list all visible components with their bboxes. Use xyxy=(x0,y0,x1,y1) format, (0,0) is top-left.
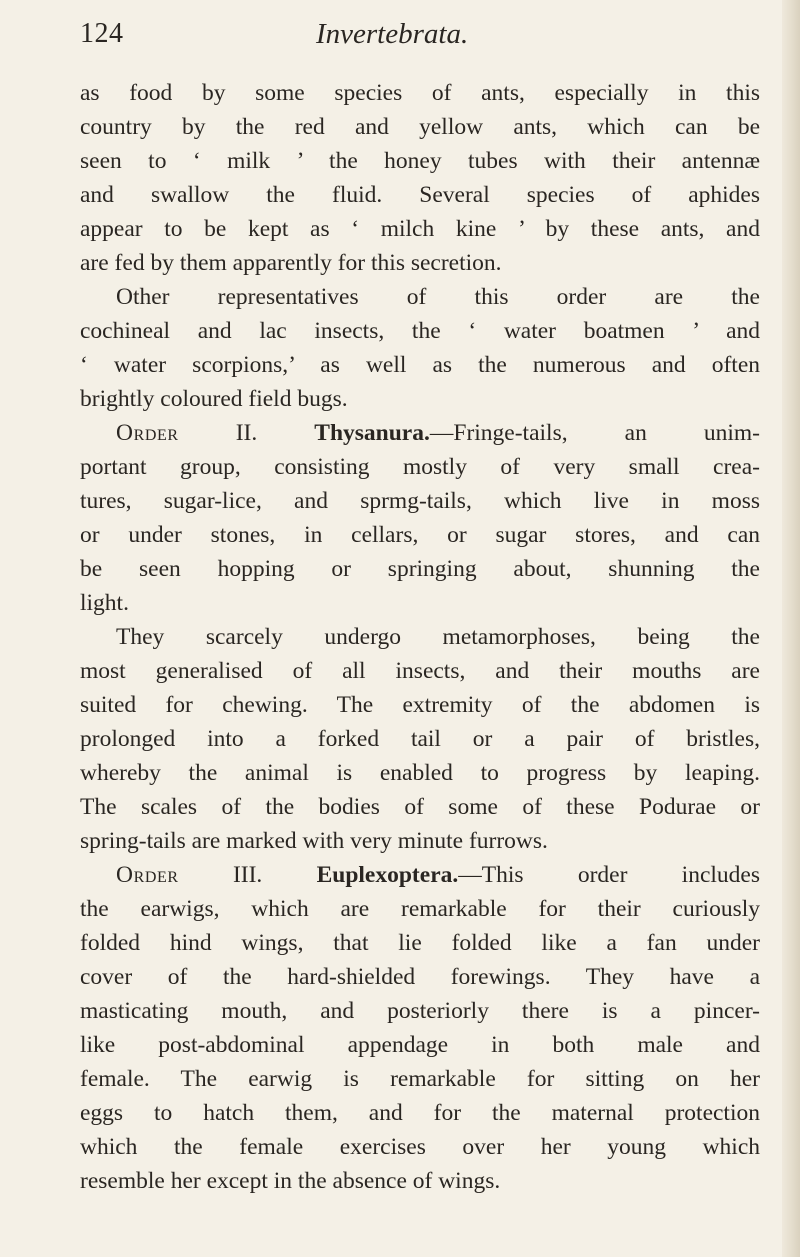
order-label: Order xyxy=(116,420,179,446)
text-line: folded hind wings, that lie folded like a fan under xyxy=(80,930,760,956)
text-line: the earwigs, which are remarkable for their curiously xyxy=(80,896,760,922)
text-line: and swallow the fluid. Several species of aphides xyxy=(80,182,760,208)
text-line: suited for chewing. The extremity of the abdomen is xyxy=(80,692,760,718)
text-line: spring-tails are marked with very minute furrows. xyxy=(80,828,548,854)
text-line: which the female exercises over her young which xyxy=(80,1134,760,1160)
text-line: eggs to hatch them, and for the maternal protection xyxy=(80,1100,760,1126)
text-line: ‘ water scorpions,’ as well as the numerous and often xyxy=(80,352,760,378)
body-text xyxy=(80,76,760,1198)
text-line: like post-abdominal appendage in both male and xyxy=(80,1032,760,1058)
text-line: light. xyxy=(80,590,129,616)
text-line: brightly coloured field bugs. xyxy=(80,386,348,412)
order-name: Thysanura. xyxy=(314,420,430,446)
text-line: as food by some species of ants, especially in this xyxy=(80,80,760,106)
text-line: country by the red and yellow ants, which can be xyxy=(80,114,760,140)
text-line: masticating mouth, and posteriorly there is a pincer- xyxy=(80,998,760,1024)
text-line: whereby the animal is enabled to progress by leaping. xyxy=(80,760,760,786)
text-line: or under stones, in cellars, or sugar stores, and can xyxy=(80,522,760,548)
text-line: portant group, consisting mostly of very small crea- xyxy=(80,454,760,480)
text-line: tures, sugar-lice, and sprmg-tails, which live in moss xyxy=(80,488,760,514)
text-line: cochineal and lac insects, the ‘ water boatmen ’ and xyxy=(80,318,760,344)
text-line: most generalised of all insects, and their mouths are xyxy=(80,658,760,684)
text-line: female. The earwig is remarkable for sitting on her xyxy=(80,1066,760,1092)
running-title: Invertebrata. xyxy=(316,18,469,50)
text-line: The scales of the bodies of some of these Podurae or xyxy=(80,794,760,820)
order-name: Euplexoptera. xyxy=(316,862,459,888)
text-line: seen to ‘ milk ’ the honey tubes with their antennæ xyxy=(80,148,760,174)
page-number: 124 xyxy=(80,18,124,49)
paragraph-start-line: They scarcely undergo metamorphoses, being the xyxy=(116,624,760,650)
text-line: be seen hopping or springing about, shunning the xyxy=(80,556,760,582)
text-line: appear to be kept as ‘ milch kine ’ by these ants, and xyxy=(80,216,760,242)
text-line: prolonged into a forked tail or a pair of bristles, xyxy=(80,726,760,752)
order-heading-line: Order III. Euplexoptera.—This order includes xyxy=(116,862,760,888)
text-line: are fed by them apparently for this secretion. xyxy=(80,250,502,276)
order-label: Order xyxy=(116,862,179,888)
text-line: cover of the hard-shielded forewings. They have a xyxy=(80,964,760,990)
page-edge-shadow xyxy=(782,0,800,1257)
order-heading-line: Order II. Thysanura.—Fringe-tails, an unim- xyxy=(116,420,760,446)
page-header xyxy=(80,18,760,58)
paragraph-start-line: Other representatives of this order are the xyxy=(116,284,760,310)
text-line: resemble her except in the absence of wings. xyxy=(80,1168,501,1194)
